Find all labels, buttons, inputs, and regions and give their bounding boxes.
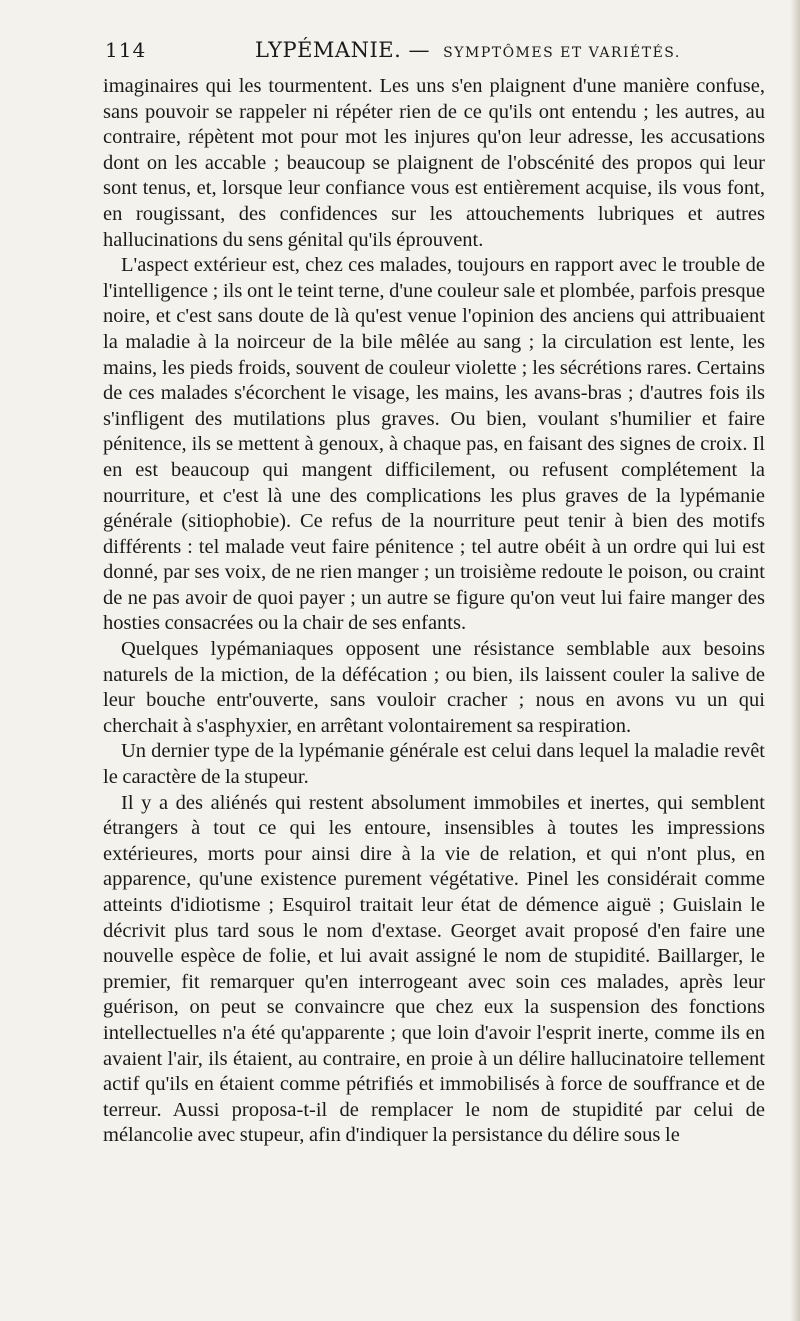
body-text xyxy=(103,74,765,1149)
paragraph: L'aspect extérieur est, chez ces malades, toujours en rapport avec le trouble de l'intelligence ; ils ont le teint terne, d'une couleur sale et plombée, parfois presque noire, et c'est sans doute de là qu'est venue l'opinion des anciens qui attribuaient la maladie à la noirceur de la bile mêlée au sang ; la circulation est lente, les mains, les pieds froids, souvent de couleur violette ; les sécrétions rares. Certains de ces malades s'écorchent le visage, les mains, les avans-bras ; d'autres fois ils s'infligent des mutilations plus graves. Ou bien, voulant s'humilier et faire pénitence, ils se mettent à genoux, à chaque pas, en faisant des signes de croix. Il en est beaucoup qui mangent difficilement, ou refusent complétement la nourriture, et c'est là une des complications les plus graves de la lypémanie générale (sitiophobie). Ce refus de la nourriture peut tenir à bien des motifs différents : tel malade veut faire pénitence ; tel autre obéit à un ordre qui lui est donné, par ses voix, de ne rien manger ; un troisième redoute le poison, ou craint de ne pas avoir de quoi payer ; un autre se figure qu'on veut lui faire manger des hosties consacrées ou la chair de ses enfants. xyxy=(103,254,765,635)
title-separator: — xyxy=(408,38,430,62)
paragraph-continued: imaginaires qui les tourmentent. Les uns s'en plaignent d'une manière confuse, sans pouvoir se rappeler ni répéter rien de ce qu'ils ont entendu ; les autres, au contraire, répètent mot pour mot les injures qu'on leur adresse, les accusations dont on les accable ; beaucoup se plaignent de l'obscénité des propos qui leur sont tenus, et, lorsque leur confiance vous est entièrement acquise, ils vous font, en rougissant, des confidences sur les attouchements lubriques et autres hallucinations du sens génital qu'ils éprouvent. xyxy=(103,75,765,251)
page-number: 114 xyxy=(105,38,147,62)
paragraph: Quelques lypémaniaques opposent une résistance semblable aux besoins naturels de la miction, de la défécation ; ou bien, ils laissent couler la salive de leur bouche entr'ouverte, sans vouloir cracher ; nous en avons vu un qui cherchait à s'asphyxier, en arrêtant volontairement sa respiration. xyxy=(103,638,765,737)
paragraph: Il y a des aliénés qui restent absolument immobiles et inertes, qui semblent étrangers à tout ce qui les entoure, insensibles à toutes les impressions extérieures, morts pour ainsi dire à la vie de relation, et qui n'ont plus, en apparence, qu'une existence purement végétative. Pinel les considérait comme atteints d'idiotisme ; Esquirol traitait leur état de démence aiguë ; Guislain le décrivit plus tard sous le nom d'extase. Georget avait proposé d'en faire une nouvelle espèce de folie, et lui avait assigné le nom de stupidité. Baillarger, le premier, fit remarquer qu'en interrogeant avec soin ces malades, après leur guérison, on peut se convaincre que chez eux la suspension des fonctions intellectuelles n'a été qu'apparente ; que loin d'avoir l'esprit inerte, comme ils en avaient l'air, ils étaient, au contraire, en proie à un délire hallucinatoire tellement actif qu'ils en étaient comme pétrifiés et immobilisés à force de souffrance et de terreur. Aussi proposa-t-il de remplacer le nom de stupidité par celui de mélancolie avec stupeur, afin d'indiquer la persistance du délire sous le xyxy=(103,791,765,1147)
chapter-title: LYPÉMANIE. xyxy=(255,38,402,62)
running-title xyxy=(255,38,681,62)
paragraph: Un dernier type de la lypémanie générale est celui dans lequel la maladie revêt le caractère de la stupeur. xyxy=(103,740,765,789)
page-edge-shadow xyxy=(790,0,800,1321)
chapter-subtitle: SYMPTÔMES ET VARIÉTÉS. xyxy=(443,45,681,61)
running-header xyxy=(103,38,765,64)
